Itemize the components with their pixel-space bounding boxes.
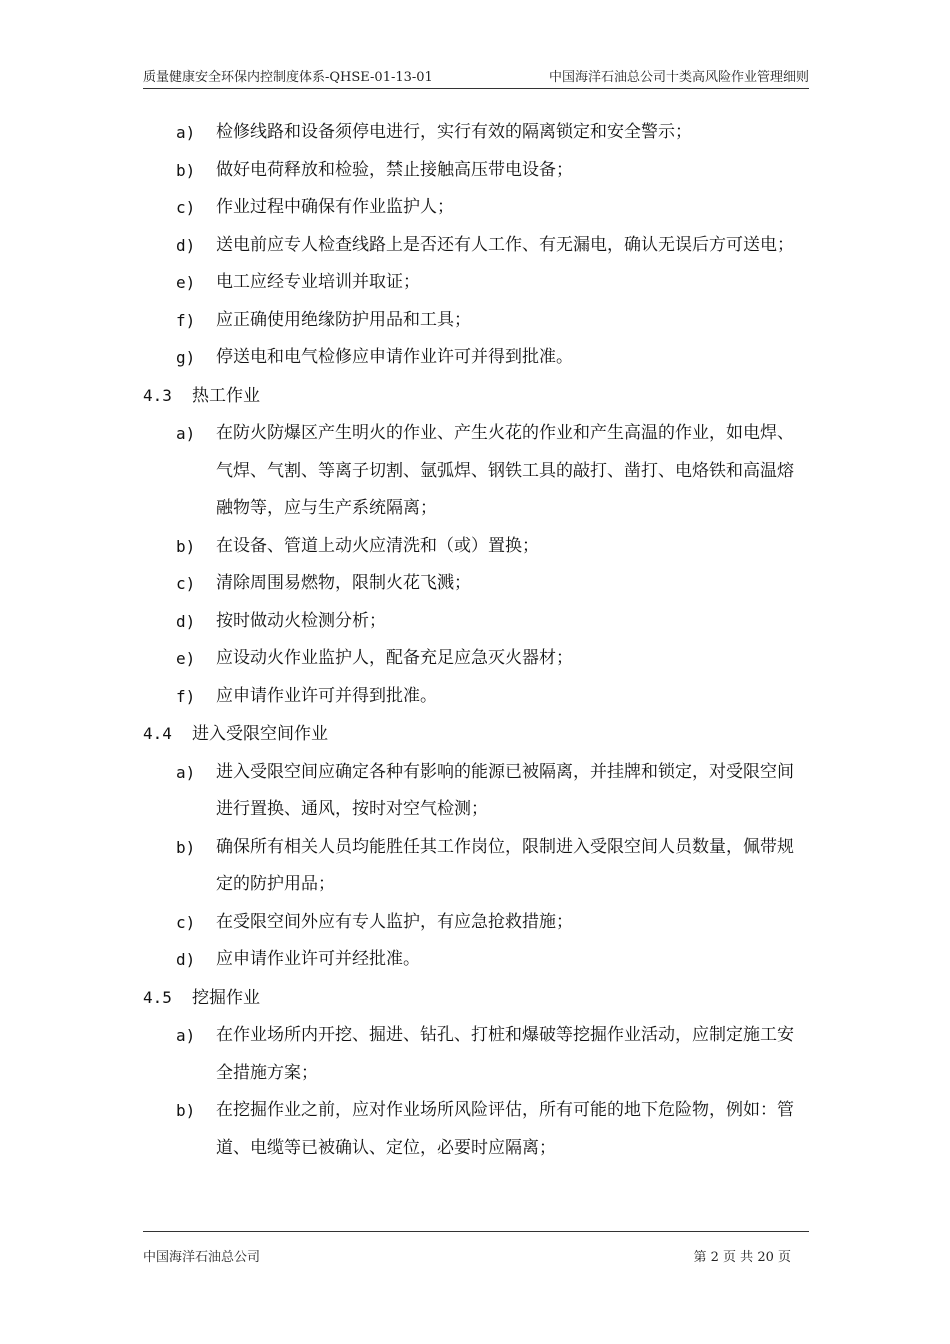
list-item [143, 114, 809, 152]
list-item-text: 应正确使用绝缘防护用品和工具； [216, 309, 471, 330]
section-heading [143, 979, 809, 1018]
list-marker: c) [176, 574, 196, 593]
list-item-text: 在受限空间外应有专人监护，有应急抢救措施； [216, 911, 573, 932]
list-marker: b) [176, 1101, 196, 1120]
section-heading [143, 715, 809, 754]
list-marker: d) [176, 950, 196, 969]
list-marker: b) [176, 536, 196, 556]
list-item-text: 作业过程中确保有作业监护人； [216, 197, 454, 217]
list-marker: c) [176, 198, 196, 217]
list-item [143, 678, 809, 716]
list-item-text: 做好电荷释放和检验，禁止接触高压带电设备； [216, 159, 573, 180]
list-item-text: 送电前应专人检查线路上是否还有人工作、有无漏电，确认无误后方可送电； [216, 234, 794, 255]
list-marker: f) [176, 310, 196, 330]
list-item-text: 应申请作业许可并经批准。 [216, 949, 420, 969]
list-marker: g) [176, 348, 196, 367]
list-item-text: 电工应经专业培训并取证； [216, 272, 420, 292]
list-item [143, 565, 809, 603]
footer-company: 中国海洋石油总公司 [143, 1250, 261, 1265]
list-item-text: 确保所有相关人员均能胜任其工作岗位，限制进入受限空间人员数量，佩带规定的防护用品； [216, 836, 794, 894]
list-item-text: 进入受限空间应确定各种有影响的能源已被隔离，并挂牌和锁定，对受限空间进行置换、通风，按时对空气检测； [216, 761, 794, 819]
list-marker: d) [176, 235, 196, 255]
list-item [143, 264, 809, 302]
list-item-text: 检修线路和设备须停电进行，实行有效的隔离锁定和安全警示； [216, 122, 692, 142]
list-item [143, 528, 809, 566]
list-marker: e) [176, 649, 196, 668]
list-item-text: 清除周围易燃物，限制火花飞溅； [216, 573, 471, 593]
list-item [143, 227, 809, 265]
list-item [143, 152, 809, 190]
list-marker: a) [176, 123, 196, 142]
list-item-text: 应申请作业许可并得到批准。 [216, 685, 437, 706]
list-item [143, 189, 809, 227]
list-marker: c) [176, 912, 196, 932]
list-marker: a) [176, 424, 196, 443]
section-title: 热工作业 [192, 385, 260, 406]
list-item [143, 904, 809, 942]
list-item-text: 在作业场所内开挖、掘进、钻孔、打桩和爆破等挖掘作业活动，应制定施工安全措施方案； [216, 1025, 794, 1083]
section-title: 挖掘作业 [192, 987, 260, 1008]
list-item [143, 640, 809, 678]
list-marker: a) [176, 1026, 196, 1045]
list-marker: e) [176, 273, 196, 292]
list-item [143, 754, 809, 829]
list-item [143, 415, 809, 528]
list-item [143, 1092, 809, 1167]
list-marker: b) [176, 837, 196, 857]
list-item-text: 停送电和电气检修应申请作业许可并得到批准。 [216, 347, 573, 367]
header-divider [143, 88, 809, 89]
list-item [143, 1017, 809, 1092]
header-document-title: 中国海洋石油总公司十类高风险作业管理细则 [548, 70, 809, 85]
list-item-text: 应设动火作业监护人，配备充足应急灭火器材； [216, 648, 573, 668]
section-number: 4.4 [143, 724, 172, 743]
list-item-text: 在设备、管道上动火应清洗和（或）置换； [216, 535, 539, 556]
list-marker: d) [176, 611, 196, 631]
header-document-code: 质量健康安全环保内控制度体系-QHSE-01-13-01 [143, 70, 433, 85]
list-item-text: 按时做动火检测分析； [216, 610, 386, 631]
list-marker: b) [176, 160, 196, 180]
list-item [143, 302, 809, 340]
page-header [143, 66, 809, 88]
list-item-text: 在防火防爆区产生明火的作业、产生火花的作业和产生高温的作业，如电焊、气焊、气割、等离子切割、氩弧焊、钢铁工具的敲打、凿打、电烙铁和高温熔融物等，应与生产系统隔离； [216, 423, 794, 518]
page-number: 第 2 页 共 20 页 [693, 1250, 791, 1265]
list-marker: f) [176, 686, 196, 706]
list-item [143, 941, 809, 979]
document-body [143, 114, 809, 1167]
section-number: 4.5 [143, 987, 172, 1007]
list-item [143, 603, 809, 641]
list-item [143, 829, 809, 904]
section-number: 4.3 [143, 385, 172, 405]
list-marker: a) [176, 762, 196, 782]
section-heading [143, 377, 809, 416]
footer-divider [143, 1231, 809, 1232]
list-item [143, 339, 809, 377]
section-title: 进入受限空间作业 [192, 724, 328, 744]
list-item-text: 在挖掘作业之前，应对作业场所风险评估，所有可能的地下危险物，例如：管道、电缆等已被确认、定位，必要时应隔离； [216, 1100, 794, 1158]
